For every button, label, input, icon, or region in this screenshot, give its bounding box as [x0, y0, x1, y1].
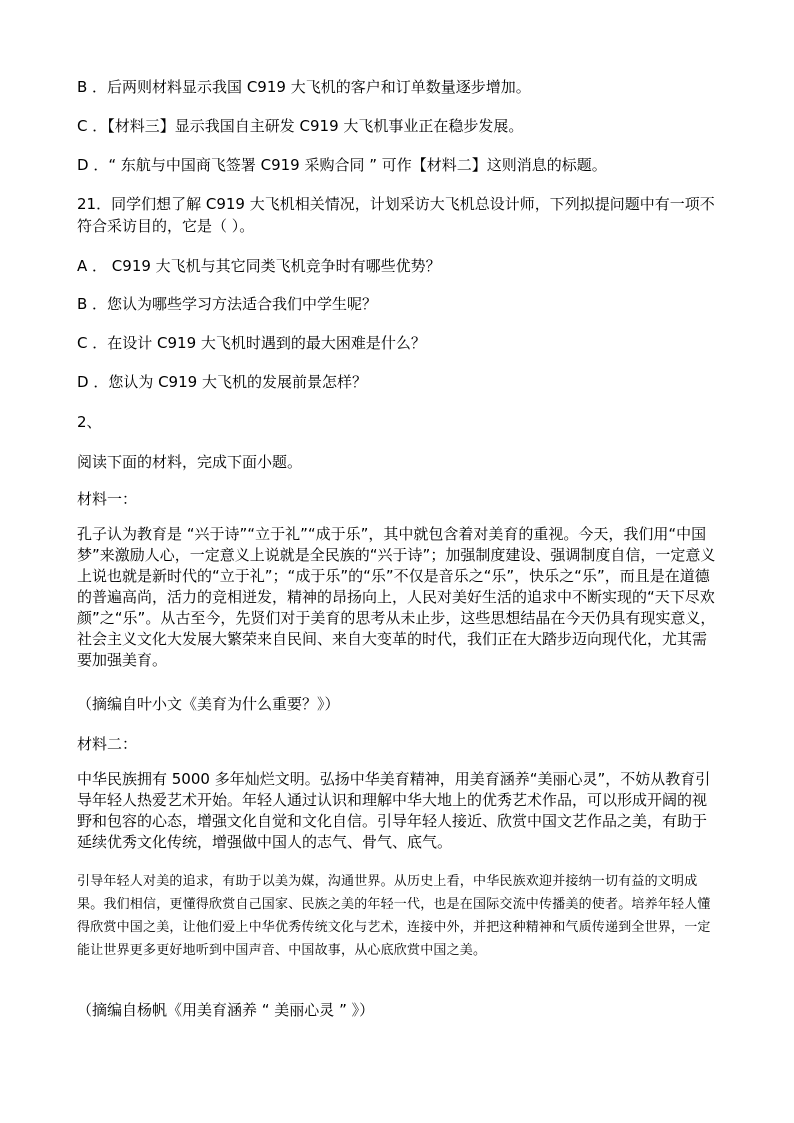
- material-1-source: （摘编自叶小文《美育为什么重要？》）: [77, 695, 340, 713]
- q21-option-b: B ．您认为哪些学习方法适合我们中学生呢？: [77, 295, 378, 313]
- material-2-body-1: 中华民族拥有 5000 多年灿烂文明。弘扬中华美育精神，用美育涵养“美丽心灵”，不妨从教育引导年轻人热爱艺术开始。年轻人通过认识和理解中华大地上的优秀艺术作品，可以形成开阔的视野和包容的心态，增强文化自觉和文化自信。引导年轻人接近、欣赏中国文艺作品之美，有助于延续优秀文化传统，增强做中国人的志气、骨气、底气。: [77, 770, 711, 851]
- material-2-source: （摘编自杨帆《用美育涵养 “ 美丽心灵 ” 》）: [77, 1001, 375, 1019]
- q21-option-c: C ．在设计 C919 大飞机时遇到的最大困难是什么？: [77, 334, 426, 352]
- q20-option-d: D ．“ 东航与中国商飞签署 C919 采购合同 ” 可作【材料二】这则消息的标题。: [77, 156, 607, 174]
- q21-option-a: A ． C919 大飞机与其它同类飞机竞争时有哪些优势？: [77, 257, 441, 275]
- q20-option-c: C ．【材料三】显示我国自主研发 C919 大飞机事业正在稳步发展。: [77, 117, 524, 135]
- material-1-body: 孔子认为教育是 “兴于诗”“立于礼”“成于乐”，其中就包含着对美育的重视。今天，我们用“中国梦”来激励人心，一定意义上说就是全民族的“兴于诗”；加强制度建设、强调制度自信，一定意义上说也就是新时代的“立于礼”；“成于乐”的“乐”不仅是音乐之“乐”，快乐之“乐”，而且是在道德的普遍高尚，活力的竞相迸发，精神的昂扬向上，人民对美好生活的追求中不断实现的“天下尽欢颜”之“乐”。从古至今，先贤们对于美育的思考从未止步，这些思想结晶在今天仍具有现实意义，社会主义文化大发展大繁荣来自民间、来自大变革的时代，我们正在大踏步迈向现代化，尤其需要加强美育。: [77, 525, 716, 669]
- material-1-heading: 材料一：: [77, 490, 138, 508]
- reading-instruction: 阅读下面的材料，完成下面小题。: [77, 453, 303, 471]
- question-21: 21．同学们想了解 C919 大飞机相关情况，计划采访大飞机总设计师，下列拟提问题中有一项不符合采访目的，它是（ ）。: [77, 195, 715, 235]
- q20-option-b: B ．后两则材料显示我国 C919 大飞机的客户和订单数量逐步增加。: [77, 78, 531, 96]
- q21-option-d: D ．您认为 C919 大飞机的发展前景怎样？: [77, 373, 367, 391]
- section-number: 2、: [77, 413, 102, 431]
- material-2-body-2: 引导年轻人对美的追求，有助于以美为媒，沟通世界。从历史上看，中华民族欢迎并接纳一切有益的文明成果。我们相信，更懂得欣赏自己国家、民族之美的年轻一代，也是在国际交流中传播美的使者。培养年轻人懂得欣赏中国之美，让他们爱上中华优秀传统文化与艺术，连接中外，并把这种精神和气质传递到全世界，一定能让世界更多更好地听到中国声音、中国故事，从心底欣赏中国之美。: [77, 874, 711, 958]
- material-2-heading: 材料二：: [77, 735, 138, 753]
